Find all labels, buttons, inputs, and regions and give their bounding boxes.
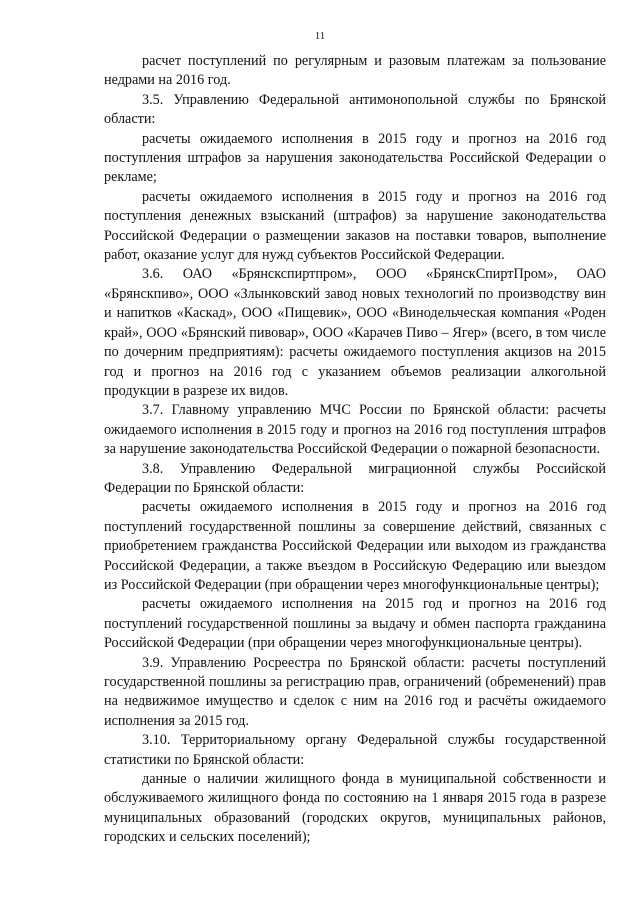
paragraph: 3.6. ОАО «Брянскспиртпром», ООО «БрянскСпиртПром», ОАО «Брянскпиво», ООО «Злынковский завод новых технологий по производству вин и напитков «Каскад», ООО «Пищевик», ООО «Винодельческая компания «Роден край», ООО «Брянский пивовар», ООО «Карачев Пиво – Ягер» (всего, в том числе по дочерним предприятиям): расчеты ожидаемого поступления акцизов на 2015 год и прогноз на 2016 год с указанием объемов реализации алкогольной продукции в разрезе их видов. bbox=[104, 266, 606, 399]
paragraph: 3.8. Управлению Федеральной миграционной службы Российской Федерации по Брянской области: bbox=[104, 460, 606, 496]
paragraph: 3.5. Управлению Федеральной антимонопольной службы по Брянской области: bbox=[104, 91, 606, 128]
page-number: 11 bbox=[314, 30, 326, 42]
paragraph: расчеты ожидаемого исполнения в 2015 году и прогноз на 2016 год поступлений государственной пошлины за совершение действий, связанных с приобретением гражданства Российской Федерации или выходом из гражданства Российской Федерации, а также въездом в Российскую Федерацию или выездом из Российской Федерации (при обращении через многофункциональные центры); bbox=[104, 499, 606, 593]
document-body bbox=[104, 52, 606, 848]
paragraph: 3.7. Главному управлению МЧС России по Брянской области: расчеты ожидаемого исполнения в 2015 году и прогноз на 2016 год поступления штрафов за нарушение законодательства Российской Федерации о пожарной безопасности. bbox=[104, 402, 606, 458]
paragraph: расчеты ожидаемого исполнения в 2015 году и прогноз на 2016 год поступления штрафов за нарушения законодательства Российской Федерации о рекламе; bbox=[104, 130, 606, 186]
paragraph: расчеты ожидаемого исполнения в 2015 году и прогноз на 2016 год поступления денежных взысканий (штрафов) за нарушение законодательства Российской Федерации о размещении заказов на поставки товаров, выполнение работ, оказание услуг для нужд субъектов Российской Федерации. bbox=[104, 188, 606, 264]
paragraph: расчет поступлений по регулярным и разовым платежам за пользование недрами на 2016 год. bbox=[104, 53, 606, 89]
paragraph: 3.10. Территориальному органу Федеральной службы государственной статистики по Брянской области: bbox=[104, 732, 606, 768]
paragraph: данные о наличии жилищного фонда в муниципальной собственности и обслуживаемого жилищного фонда по состоянию на 1 января 2015 года в разрезе муниципальных образований (городских округов, муниципальных районов, городских и сельских поселений); bbox=[104, 771, 606, 846]
paragraph: расчеты ожидаемого исполнения на 2015 год и прогноз на 2016 год поступлений государственной пошлины за выдачу и обмен паспорта гражданина Российской Федерации (при обращении через многофункциональные центры). bbox=[104, 596, 606, 652]
paragraph: 3.9. Управлению Росреестра по Брянской области: расчеты поступлений государственной пошлины за регистрацию прав, ограничений (обременений) прав на недвижимое имущество и сделок с ним на 2016 год и расчёты ожидаемого исполнения за 2015 год. bbox=[104, 654, 606, 729]
